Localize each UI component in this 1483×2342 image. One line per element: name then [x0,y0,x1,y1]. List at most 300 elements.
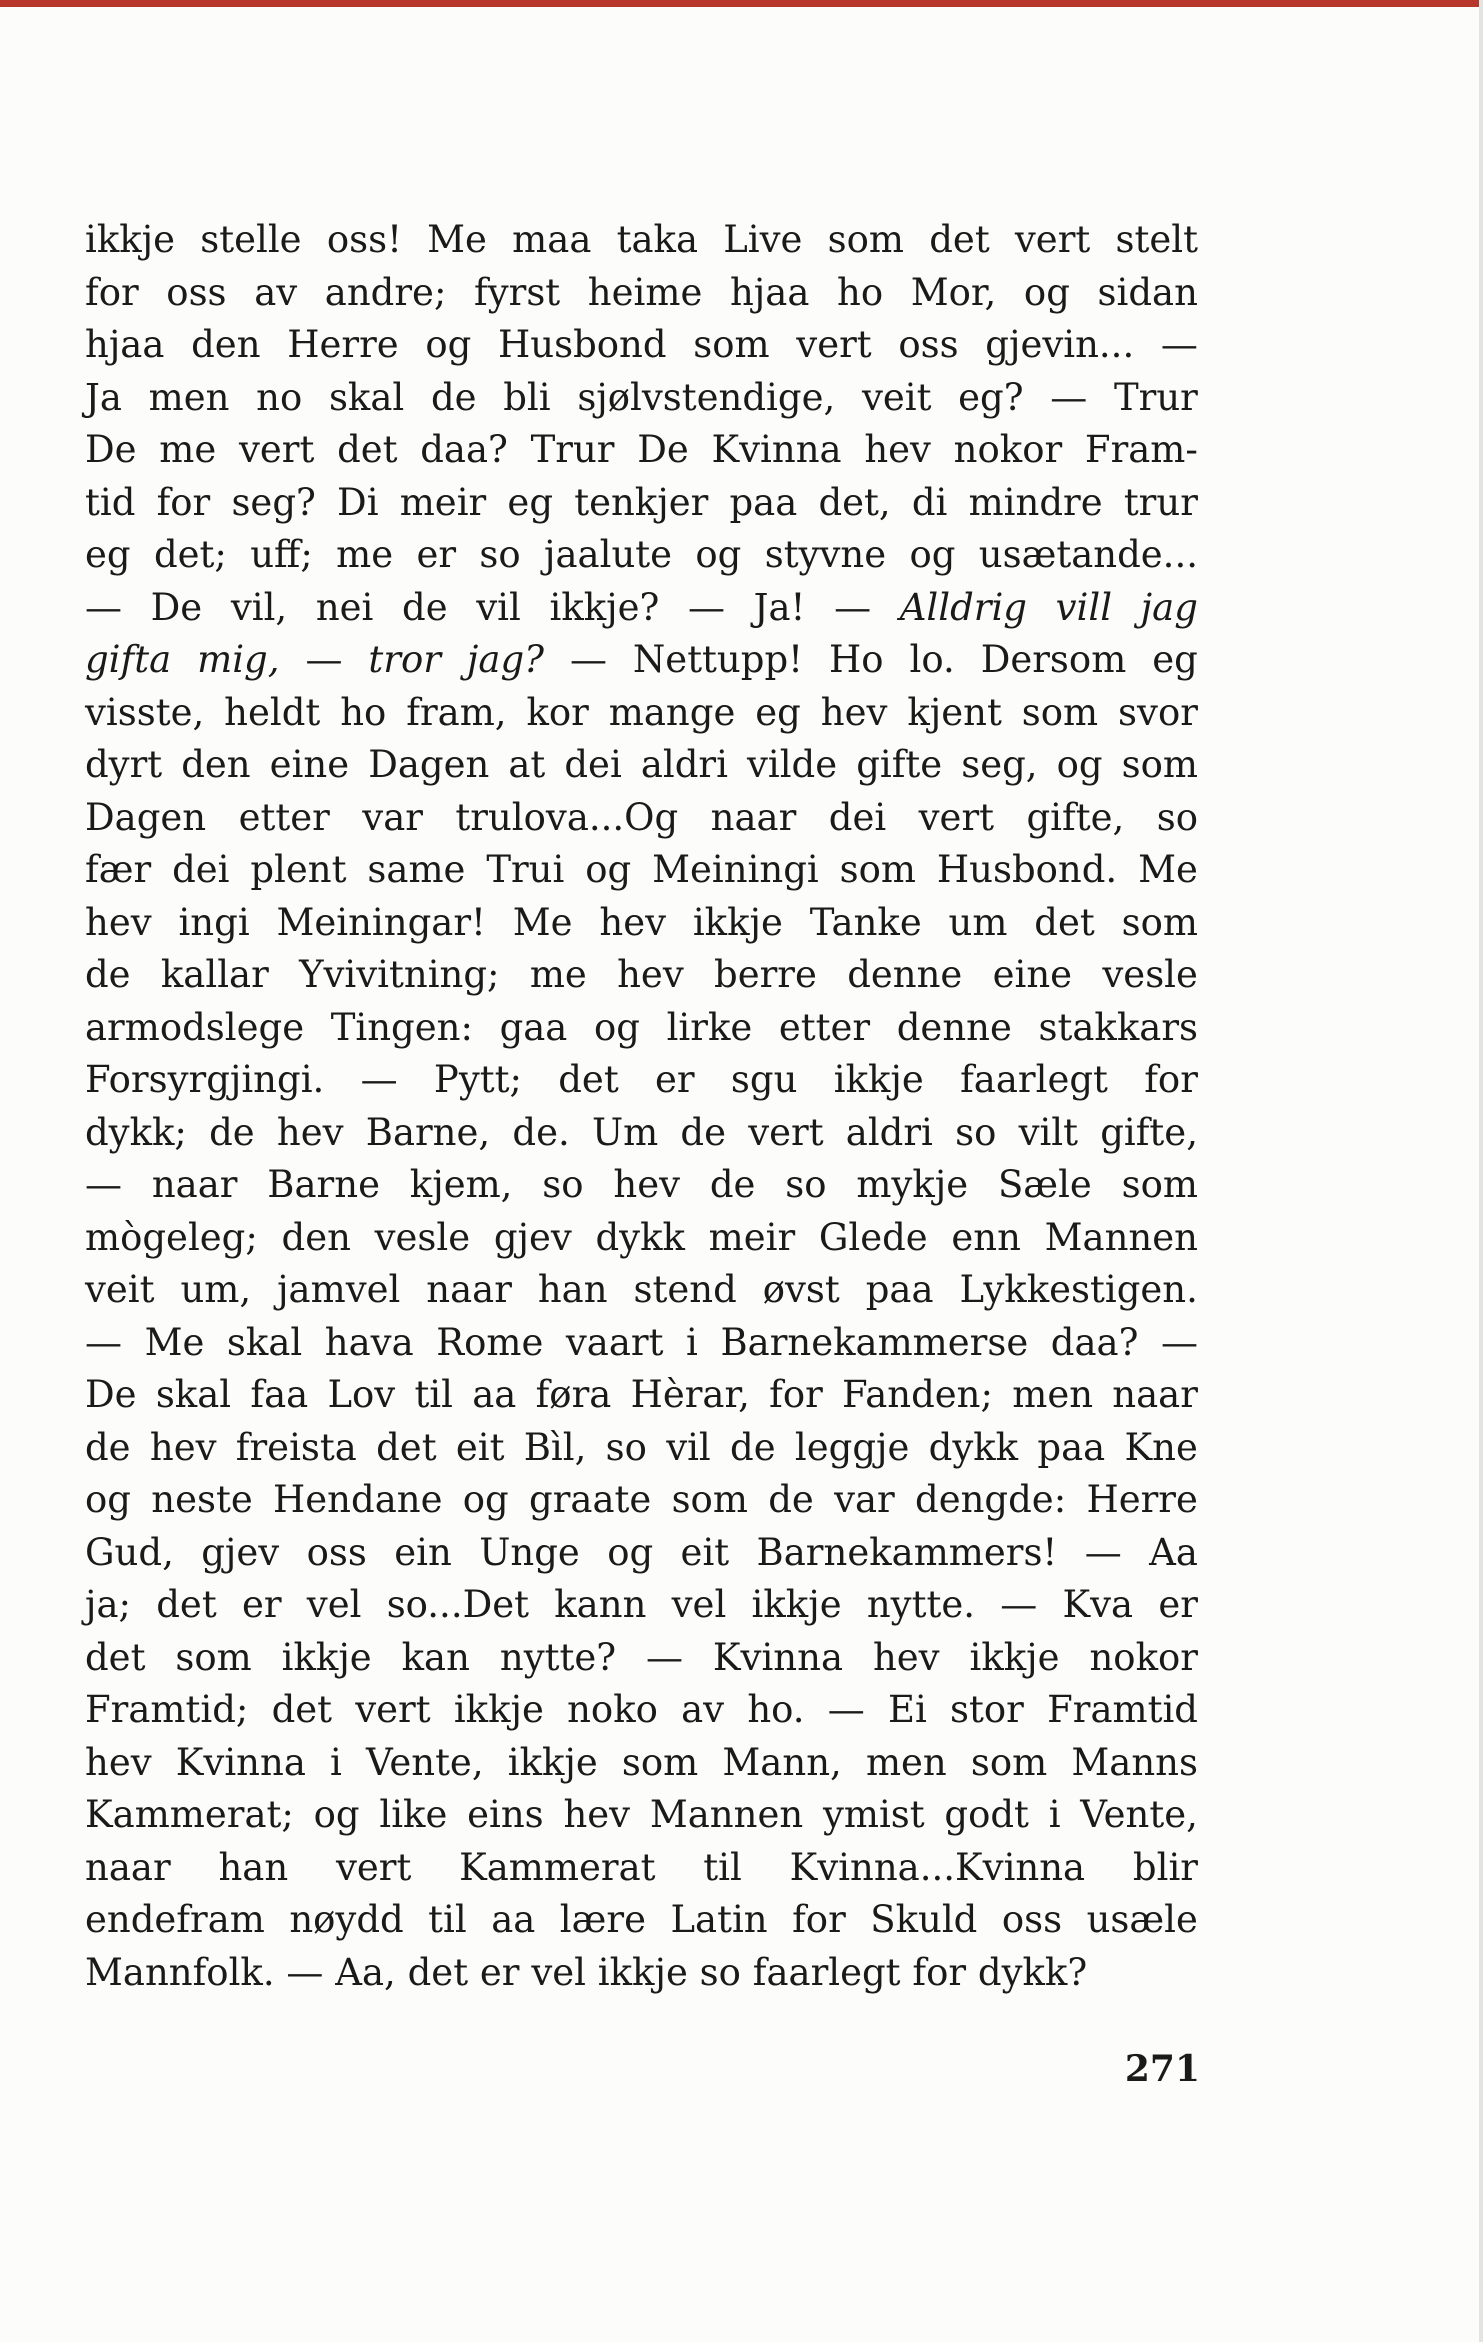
text-line [85,1002,1198,1055]
word: fram, [406,690,507,734]
word: eg [755,690,801,734]
word: vaart [565,1320,664,1364]
word: eins [467,1793,544,1836]
word: Gud, [85,1530,174,1574]
word: — [85,585,122,629]
word: freista [235,1425,357,1469]
word: plent [250,848,347,891]
word: de [85,953,131,996]
word: daa? [420,428,508,471]
word: vel [306,1583,362,1626]
word: vil [666,1425,711,1469]
word: vert [918,795,995,839]
word: faa [250,1373,309,1416]
word: og [462,1478,509,1521]
word: kjem, [409,1163,513,1206]
word: nøydd [289,1898,404,1941]
word: det [929,218,990,261]
word: seg? [231,480,316,524]
word: berre [714,953,817,996]
word: er [655,1058,695,1101]
word: vesle [374,1215,471,1259]
word: dei [564,743,622,786]
word: Fram- [1084,428,1198,471]
page-right-edge [1479,0,1483,2342]
word: hev [613,1163,680,1206]
text-line [85,1107,1198,1160]
word: hev [599,900,666,944]
word: me [159,428,217,471]
word: — [85,1320,122,1364]
word: — [286,1950,324,1994]
word: dengde: [915,1478,1067,1521]
text-line [85,582,1198,635]
word: dykk [595,1215,685,1259]
word: Trui [486,848,565,891]
word: — [645,1635,683,1679]
word: Barnekammers! [756,1530,1058,1574]
word: er [1158,1583,1198,1626]
text-line [85,1632,1198,1685]
word: ein [394,1530,452,1574]
word: tenkjer [574,480,709,524]
word: Sæle [997,1163,1092,1206]
word: usæle [1086,1898,1198,1941]
word: naar [426,1268,512,1311]
word: gifte [856,743,943,786]
word: — [1160,323,1198,366]
word: eit [680,1530,730,1574]
word: — [569,638,607,681]
word: og [313,1793,360,1836]
word: i [1048,1793,1061,1836]
word: som [621,1740,699,1784]
word: som [1021,690,1099,734]
word: hev [872,1635,940,1679]
word: det; [153,533,227,576]
word: ymist [822,1793,925,1836]
text-line [85,1212,1198,1265]
word: lære [559,1898,646,1941]
word: — [1084,1530,1122,1574]
word: so [479,533,521,576]
word: og [85,1478,131,1521]
word: trur [1123,480,1198,524]
word: ikkje [833,1058,924,1101]
word: — [85,1163,122,1206]
word: kor [526,690,589,734]
word: veit [861,375,932,419]
word: Alldrig [899,585,1027,629]
word: hev [864,428,931,471]
word: mig, [197,638,280,681]
word: Dagen [368,743,490,786]
word: naar [85,1845,171,1889]
word: hjaa [729,270,810,314]
word: de [709,1163,756,1206]
word: Barnekammerse [720,1320,1029,1364]
word: vert [355,1688,431,1731]
word: men [148,375,230,419]
word: hev [820,690,888,734]
word: Skuld [870,1898,978,1941]
word: paa [865,1268,934,1311]
word: gjev [201,1530,280,1574]
word: ikkje [969,1635,1060,1679]
word: mindre [968,480,1103,524]
word: Mor, [910,270,997,314]
word: sjølvstendige, [577,375,836,419]
word: — [360,1058,398,1101]
word: gjev [493,1215,572,1259]
word: dykk; [85,1110,187,1154]
word: det [156,1583,217,1626]
word: Kammerat; [85,1793,294,1836]
word: Aa [1149,1530,1198,1574]
word: hev [149,1425,217,1469]
word: og [425,323,472,366]
word: meir [708,1215,796,1259]
word: so [699,1950,741,1994]
word: ikkje [281,1635,372,1679]
word: Kvinna [711,428,842,471]
word: oss [306,1530,367,1574]
word: um [948,900,1008,944]
word: stakkars [1038,1005,1198,1049]
word: for [792,1898,846,1941]
word: hev [85,900,152,944]
word: nytte? [499,1635,617,1679]
word: vil [476,585,521,629]
word: Herre [1086,1478,1198,1521]
word: Forsyrgjingi. [85,1058,325,1101]
word: leggje [794,1425,910,1469]
word: vil, [230,585,288,629]
word: Manns [1071,1740,1198,1784]
word: Kne [1124,1425,1198,1469]
word: Nettupp! [632,638,803,681]
word: Lov [327,1373,396,1416]
text-line [85,1894,1198,1947]
text-line [85,949,1198,1002]
word: visste, [85,690,205,734]
word: enn [951,1215,1021,1259]
word: Live [723,218,803,261]
word: ikkje [751,1583,842,1626]
word: eg [507,480,554,524]
word: som [175,1635,252,1679]
word: hev [617,953,684,996]
text-line [85,792,1198,845]
word: etter [238,795,330,839]
word: den [181,743,251,786]
word: Dersom [980,638,1127,681]
word: ikkje [453,1688,544,1731]
word: de [768,1478,814,1521]
text-line [85,477,1198,530]
word: Mannfolk. [85,1950,275,1994]
word: styvne [764,533,887,576]
word: Me [1138,848,1198,891]
word: og [594,1005,640,1049]
word: skal [155,1373,232,1416]
word: det, [818,480,891,524]
word: Latin [670,1898,768,1941]
word: Tingen: [330,1005,473,1049]
word: jaalute [544,533,673,576]
word: aa [491,1898,536,1941]
word: — [827,1688,865,1731]
word: graate [529,1478,652,1521]
text-line [85,1369,1198,1422]
word: det [85,1635,146,1679]
word: — [688,585,726,629]
word: hjaa [85,323,165,366]
word: ikkje [85,218,176,261]
word: Kammerat [459,1845,656,1889]
word: De [85,428,137,471]
word: tid [85,480,136,524]
word: han [218,1845,289,1889]
text-line [85,1054,1198,1107]
word: eine [992,953,1073,996]
word: hev [563,1793,631,1836]
word: faarlegt [752,1950,901,1994]
word: Me [512,900,573,944]
word: som [693,323,770,366]
word: so [785,1163,827,1206]
word: Mannen [649,1793,804,1836]
word: bli [503,375,551,419]
word: — [1000,1583,1038,1626]
word: Ja! [753,585,806,629]
text-line [85,634,1198,687]
page-top-edge [0,0,1483,7]
word: same [367,848,466,891]
word: tror [368,638,441,681]
word: ja; [85,1583,131,1626]
word: svor [1118,690,1198,734]
word: seg, [961,743,1038,786]
word: no [256,375,303,419]
word: me [529,953,587,996]
word: for [85,270,139,314]
word: Bìl, [523,1425,587,1469]
word: for [769,1373,823,1416]
text-line [85,372,1198,425]
word: oss [1001,1898,1063,1941]
word: øvst [762,1268,840,1311]
word: blir [1132,1845,1198,1889]
word: De [85,1373,137,1416]
word: Unge [479,1530,580,1574]
word: trulova...Og [455,795,679,839]
word: vesle [1102,953,1198,996]
word: dei [828,795,887,839]
word: vill [1055,585,1113,629]
word: so...Det [386,1583,530,1626]
word: som [839,848,916,891]
word: Husbond [498,323,667,366]
word: Ei [887,1688,927,1731]
text-line [85,687,1198,740]
word: nytte. [866,1583,975,1626]
word: Barne, [365,1110,491,1154]
word: til [703,1845,742,1889]
word: Yvivitning; [299,953,500,996]
word: vert [335,1845,412,1889]
word: de [402,585,448,629]
word: dykk? [977,1950,1088,1994]
word: naar [151,1163,238,1206]
word: armodslege [85,1005,305,1049]
word: so [605,1425,647,1469]
word: aldri [845,1110,933,1154]
text-line [85,1789,1198,1842]
text-line [85,319,1198,372]
word: ikkje? [549,585,660,629]
word: Lykkestigen. [959,1268,1198,1311]
word: Husbond. [936,848,1118,891]
word: aa [472,1373,517,1416]
word: gifta [85,638,172,681]
word: som [827,218,905,261]
word: han [537,1268,608,1311]
word: Tanke [809,900,922,944]
text-line [85,1422,1198,1475]
word: var [362,795,423,839]
word: de [680,1110,727,1154]
text-line [85,529,1198,582]
word: det [376,1425,437,1469]
text-line [85,267,1198,320]
word: Aa, [335,1950,396,1994]
text-line [85,1527,1198,1580]
word: sidan [1097,270,1198,314]
word: Kvinna [175,1740,306,1784]
word: aldri [640,743,728,786]
word: vert [238,428,315,471]
word: mykje [856,1163,969,1206]
word: me [336,533,394,576]
word: naar [1112,1373,1198,1416]
word: Vente, [366,1740,484,1784]
word: stor [950,1688,1024,1731]
word: godt [944,1793,1029,1836]
word: Me [427,218,487,261]
word: det [407,1950,469,1994]
word: det [271,1688,333,1731]
word: ho. [747,1688,805,1731]
word: De [150,585,203,629]
word: kan [401,1635,470,1679]
text-line [85,1842,1198,1895]
word: Framtid [1047,1688,1198,1731]
word: dykk [928,1425,1019,1469]
word: Vente, [1080,1793,1198,1836]
word: eg [85,533,131,576]
word: kjent [907,690,1002,734]
word: nei [315,585,374,629]
word: de [209,1110,255,1154]
text-line [85,897,1198,950]
word: Di [337,480,379,524]
word: vel [531,1950,586,1994]
word: som [671,1478,748,1521]
word: vert [748,1110,824,1154]
word: som [1121,900,1198,944]
word: men [865,1740,947,1784]
word: gjevin... [985,323,1135,366]
word: og [1056,743,1103,786]
word: — [305,638,343,681]
word: Kva [1062,1583,1134,1626]
word: meir [399,480,487,524]
word: vert [1014,218,1091,261]
word: Ho [828,638,884,681]
word: — [834,585,872,629]
text-line [85,739,1198,792]
word: som [1121,743,1198,786]
word: ikkje [597,1950,688,1994]
word: ikkje [692,900,783,944]
word: eg [1152,638,1198,681]
word: di [911,480,948,524]
word: oss [166,270,227,314]
word: er [416,533,457,576]
word: sgu [730,1058,798,1101]
word: ikkje [507,1740,598,1784]
text-line [85,1317,1198,1370]
word: Framtid; [85,1688,249,1731]
word: Trur [1113,375,1198,419]
word: hev [85,1740,152,1784]
word: stelle [200,218,302,261]
text-line [85,1474,1198,1527]
word: de [730,1425,776,1469]
word: og [585,848,632,891]
word: faarlegt [960,1058,1108,1101]
word: veit [85,1268,155,1311]
word: denne [847,953,963,996]
word: Trur [530,428,615,471]
word: Mann, [722,1740,842,1784]
word: hev [276,1110,344,1154]
word: og [1023,270,1070,314]
word: kallar [160,953,269,996]
word: de. [512,1110,570,1154]
word: gaa [499,1005,568,1049]
word: daa? [1050,1320,1139,1364]
word: mange [608,690,736,734]
word: som [970,1740,1048,1784]
word: vert [796,323,872,366]
word: — [1161,1320,1198,1364]
word: den [281,1215,351,1259]
word: oss [898,323,959,366]
word: endefram [85,1898,265,1941]
word: uff; [250,533,313,576]
word: av [681,1688,725,1731]
word: stelt [1115,218,1198,261]
word: som [1121,1163,1198,1206]
word: heime [587,270,703,314]
word: at [508,743,546,786]
word: og [909,533,956,576]
word: skal [328,375,405,419]
word: Glede [818,1215,928,1259]
word: Ja [85,375,122,419]
